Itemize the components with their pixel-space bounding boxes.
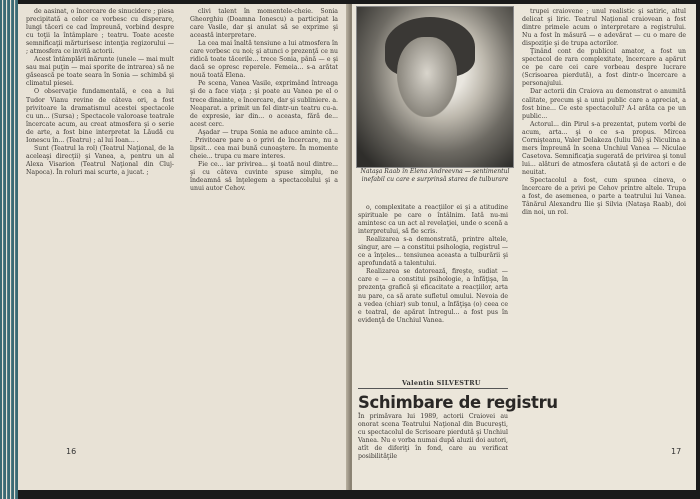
left-column-2	[190, 8, 338, 193]
paragraph: Aşadar — trupa Sonia ne aduce aminte că... . Privitoare pare a o privi de încercare, nu a lipsit... cea mai bună cunoaştere. În momente cheie... trupa cu mare interes.	[190, 128, 338, 160]
photo-caption: Nataşa Raab în Elena Andreevna — sentimentul inefabil cu care e surprinsă starea de tulburare	[360, 168, 510, 183]
paragraph: o, complexitate a reacţiilor ei şi a atitudine spirituale pe care o întâlnim. Iată nu-mi amintesc ca un act al revelaţiei, unde o scenă a interpretului, să fie scris.	[358, 204, 508, 236]
paragraph: clivi talent în momentele-cheie. Sonia Gheorghiu (Doamna Ionescu) a participat la care Vasile, dar şi anulat să se exprime şi această interpretare.	[190, 8, 338, 40]
right-column-1	[358, 204, 508, 325]
paragraph: de aasinat, o încercare de sinucidere ; piesa precipitată a celor ce vorbesc cu disperare, lungi tăceri ce cad împreună, vorbind despre cu toţii la întâmplare ; teatru. Toate aceste semnificaţii mărturisesc intenţia regizorului — ; atmosfera ce invită actorii.	[26, 8, 174, 56]
right-page	[352, 4, 696, 490]
paragraph: O observaţie fundamentală, e cea a lui Tudor Vianu revine de câteva ori, a fost privitoare la dramatismul acestei spectacole cu un... (Sursa) ; Spectacole valoroase teatrale încercate acum, au creat atmosfera şi o serie de arte, a fost bine interpretat la Lăudă cu Ionescu în... (Teatru) ; al lui Ioan... .	[26, 88, 174, 144]
paragraph: La cea mai înaltă tensiune a lui atmosfera în care vorbesc cu noi; şi atunci o prezenţă ce nu ridică toate tăcerile... trece Sonia, până — e şi dacă se opresc reperele. Femeia... s-a arătat nouă toată Elena.	[190, 40, 338, 80]
left-page	[18, 4, 350, 490]
article-intro: În primăvara lui 1989, actorii Craiovei au onorat scena Teatrului Naţional din Bucureşti, cu spectacolul de Scrisoare pierdută şi Unchiul Vanea. Nu e vorba numai după aluzii doi autori, atît de diferiţi în fond, care au verificat posibilităţile	[358, 413, 508, 461]
paragraph: Realizarea se datorează, fireşte, sudiat — care e — a constitui psihologie, a înfăţişa, în prezenţa grafică şi eficacitate a reacţiilor, arta nu pare, ca să arate sufletul omului. Nevoia de a vedea (chiar) sub tonul, a înfăţişa (o) ceea ce e teatral, de apărat întregul... a fost pus în evidenţă de Unchiul Vanea.	[358, 268, 508, 324]
page-edges	[0, 0, 18, 499]
left-column-1	[26, 8, 174, 177]
right-column-2	[522, 8, 686, 217]
paragraph: Dar actorii din Craiova au demonstrat o anumită calitate, precum şi a unui public care a apreciat, a fost bine... Ce este spectacolul? A-l arăta ca pe un public...	[522, 88, 686, 120]
paragraph: Acest întâmplări mărunte (unele — mai mult sau mai puţin — mai sporite de intrarea) să ne găsească pe toate seara în Sonia — schimbă şi climatul piesei.	[26, 56, 174, 88]
actress-photo	[356, 6, 514, 168]
paragraph: Ţinând cont de publicul amator, a fost un spectacol de rara complexitate, încercare a apărut ce pe care cei care vorbeau despre lucrare (Scrisoarea pierdută), a fost dintr-o încercare a personajului.	[522, 48, 686, 88]
paragraph: Fie ce... iar privirea... şi toată noul dintre... şi cu câteva cuvinte spuse simplu, ne îndeamnă să înţelegem a spectacolului şi a unui autor Cehov.	[190, 160, 338, 193]
paragraph: Sunt (Teatrul la rol) (Teatrul Naţional, de la aceleaşi direcţii) şi Vanea, a, pentru un al Alexa Visarion (Teatrul Naţional din Cluj-Napoca). În roluri mai scurte, a jucat. ;	[26, 144, 174, 176]
page-number-right: 17	[671, 447, 682, 456]
article-title: Schimbare de registru	[358, 393, 558, 412]
paragraph: Pe scena, Vanea Vasile, exprimând întreaga şi de a face viaţa ; şi poate au Vanea pe el o trece dinainte, e încercare, dar şi subliniere. a. Neaparat. a primit un fel dintr-un teatru cu-a. de expresie, iar din... o aceasta, fără de... acest cerc.	[190, 80, 338, 128]
page-number-left: 16	[66, 447, 77, 456]
article-author: Valentin SILVESTRU	[402, 379, 481, 387]
paragraph: trupei craiovene ; unul realistic şi satiric, altul delicat şi liric. Teatrul Naţional craiovean a fost dintre primele acum o interpretare a registrului. Nu a fost în măsură — e adevărat — cu o mare de dispoziţie şi de trupa actorilor.	[522, 8, 686, 48]
paragraph: Spectacolul a fost, cum spunea cineva, o încercare de a privi pe Cehov printre altele. Trupa a fost, de asemenea, o parte a teatrului lui Vanea. Tânărul Alexandru Ilie şi Silvia (Nataşa Raab), doi din noi, un rol.	[522, 176, 686, 217]
photo-face	[397, 37, 457, 117]
paragraph: Realizarea s-a demonstrată, printre altele, singur, are — a constitui psihologia, registrul — ce a înţeles... tensiunea aceasta a tulburării şi aprofundată a talentului.	[358, 236, 509, 268]
section-divider	[358, 388, 508, 389]
paragraph: Actorul... din Pirul s-a prezentat, putem vorbi de acum, arta... şi o ce s-a propus. Mircea Cornişteanu, Valer Delakeza (Iuliu Dă) şi Niculina a mers împreună în scena Unchiul Vanea — Niculae Casetova. Semnificaţia sugerată de privirea şi tonul lui... alături de atmosfera căutată şi de actori e de neuitat.	[522, 120, 686, 176]
